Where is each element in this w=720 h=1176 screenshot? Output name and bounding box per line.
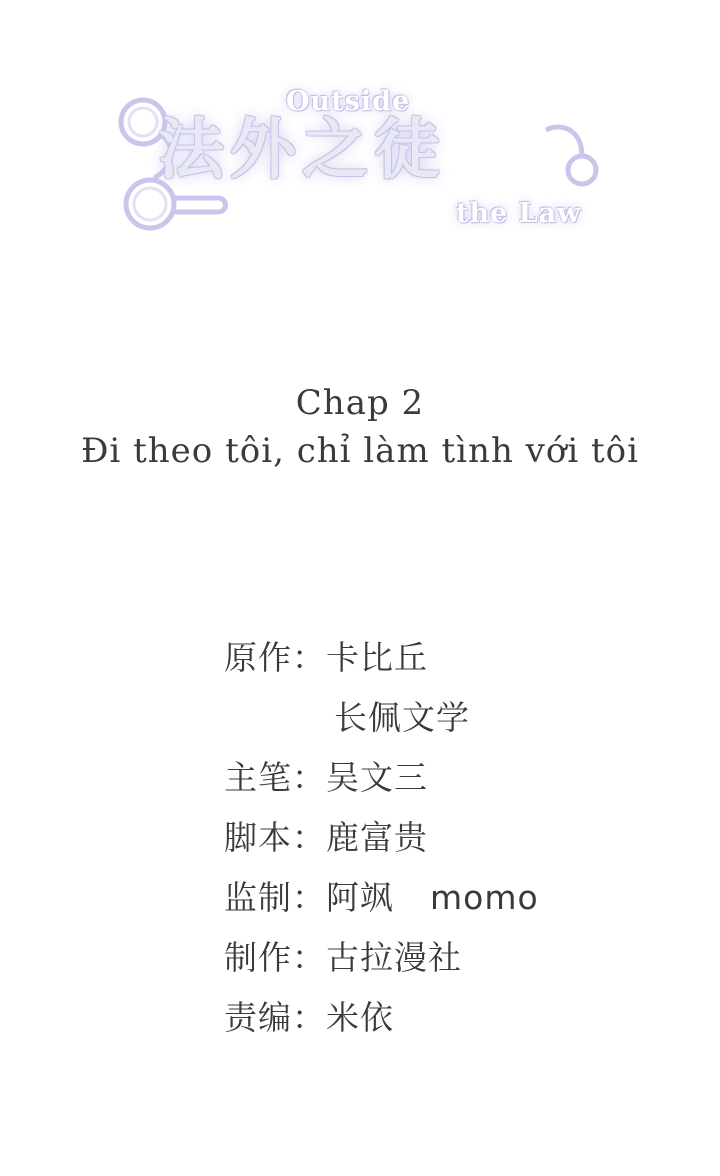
credit-label: 监制：	[224, 878, 326, 917]
credit-label: 原作：	[224, 638, 326, 677]
chapter-number: Chap 2	[295, 383, 425, 423]
series-logo	[0, 78, 720, 268]
credit-value: 吴文三	[326, 758, 428, 797]
credit-value-secondary: momo	[430, 878, 539, 917]
credit-row	[224, 872, 684, 932]
credit-value: 米依	[326, 998, 394, 1037]
credit-value: 卡比丘	[326, 638, 428, 677]
credit-value: 长佩文学	[334, 698, 470, 737]
credit-label: 脚本：	[224, 818, 326, 857]
credit-value: 鹿富贵	[326, 818, 428, 857]
credit-label: 制作：	[224, 938, 326, 977]
logo-title-chinese: 法外之徒	[158, 110, 446, 188]
logo-artwork	[110, 78, 620, 258]
chapter-title: Đi theo tôi, chỉ làm tình với tôi	[80, 431, 640, 471]
logo-title-english-top: Outside	[286, 86, 411, 117]
credit-label: 主笔：	[224, 758, 326, 797]
credit-row	[224, 632, 684, 692]
credit-row	[224, 932, 684, 992]
credit-value: 阿飒	[326, 878, 394, 917]
credit-row	[224, 992, 684, 1052]
credit-row	[224, 752, 684, 812]
credit-row	[224, 812, 684, 872]
logo-title-english-bottom: the Law	[456, 198, 582, 229]
credit-label: 责编：	[224, 998, 326, 1037]
credit-row	[224, 692, 684, 752]
credit-value: 古拉漫社	[326, 938, 462, 977]
credits-list	[224, 632, 684, 1052]
chapter-heading	[0, 380, 720, 476]
